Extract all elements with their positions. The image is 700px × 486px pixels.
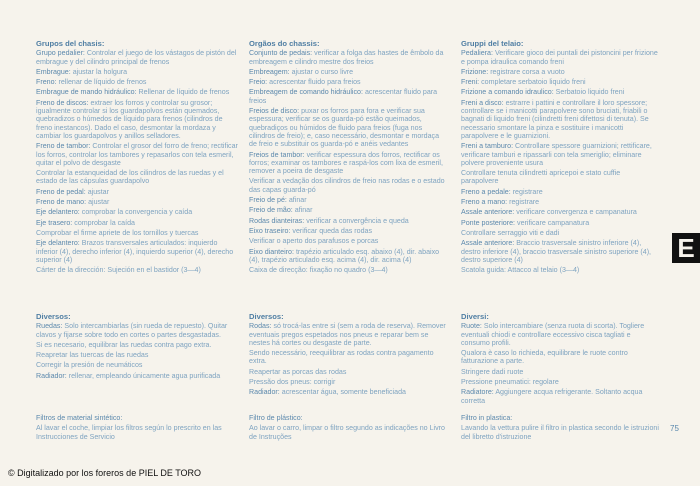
list-item xyxy=(461,424,659,441)
item-text: Controllare tenuta cilindretti apricepoi e stato cuffie parapolvere xyxy=(461,169,621,186)
item-label: Pedaliera: xyxy=(461,49,493,58)
item-label: Freno de discos: xyxy=(36,98,89,107)
list-item xyxy=(36,208,240,216)
list-item xyxy=(249,248,447,265)
list-item xyxy=(36,266,240,274)
list-item xyxy=(461,68,659,76)
item-text: Reapertar as porcas das rodas xyxy=(249,367,347,376)
list-item xyxy=(249,68,447,76)
item-label: Frizione: xyxy=(461,67,489,76)
item-text: rellenar de líquido de frenos xyxy=(58,78,147,87)
item-label: Freno a mano: xyxy=(461,198,508,207)
item-text: Solo intercambiare (senza ruota di scorta). Togliere eventuali chiodi e controllare eccessivo cisca tagliati e consumo profili. xyxy=(461,322,645,347)
list-item xyxy=(461,188,659,196)
item-label: Frizione a comando idraulico: xyxy=(461,88,554,97)
item-label: Radiador: xyxy=(36,371,67,380)
item-text: completare serbatoio liquido freni xyxy=(481,78,586,87)
list-item xyxy=(36,229,240,237)
item-label: Freno: xyxy=(36,78,57,87)
list-item xyxy=(249,322,447,347)
section-title: Diversos: xyxy=(36,312,71,321)
list-item xyxy=(36,198,240,206)
item-text: Si es necesario, equilibrar las ruedas contra pago extra. xyxy=(36,340,212,349)
list-item xyxy=(36,99,240,140)
list-item xyxy=(461,49,659,66)
list-item xyxy=(249,349,447,366)
item-text: afinar xyxy=(294,206,313,215)
item-text: registrare corsa a vuoto xyxy=(490,67,565,76)
item-label: Embreagem: xyxy=(249,67,290,76)
section-title: Gruppi del telaio: xyxy=(461,39,524,48)
item-label: Radiatore: xyxy=(461,388,494,397)
item-label: Freio de mão: xyxy=(249,206,293,215)
list-item xyxy=(461,88,659,96)
list-item xyxy=(36,68,240,76)
item-text: Controllare spessore guarnizioni; rettificare, verificare tamburi e ripassarli con tela smeriglio; eliminare polvere proveniente usura xyxy=(461,142,652,167)
list-item xyxy=(36,239,240,264)
list-item xyxy=(249,206,447,214)
list-item xyxy=(36,169,240,186)
list-item xyxy=(36,351,240,359)
section xyxy=(36,414,240,443)
item-label: Eixo dianteiro: xyxy=(249,247,294,256)
section-title: Grupos del chasis: xyxy=(36,39,105,48)
item-text: Comprobar el firme apriete de los tornillos y tuercas xyxy=(36,228,199,237)
list-item xyxy=(461,266,659,274)
list-item xyxy=(461,239,659,264)
item-label: Freios de disco: xyxy=(249,107,300,116)
item-label: Rodas dianteiras: xyxy=(249,216,305,225)
section xyxy=(36,40,240,276)
item-label: Freno de tambor: xyxy=(36,142,91,151)
list-item xyxy=(249,378,447,386)
item-text: verificare campanatura xyxy=(517,218,590,227)
item-label: Freno de mano: xyxy=(36,198,87,207)
list-item xyxy=(249,424,447,441)
item-text: Aggiungere acqua refrigerante. Soltanto acqua corretta xyxy=(461,388,643,405)
list-item xyxy=(249,266,447,274)
item-text: Controlar la estanqueidad de los cilindros de las ruedas y el estado de las cápsulas guardapolvo xyxy=(36,169,224,186)
list-item xyxy=(249,237,447,245)
section xyxy=(249,414,447,443)
list-item xyxy=(36,414,240,422)
item-text: acrescentar fluido para freios xyxy=(269,78,361,87)
item-text: Braccio trasversale sinistro inferiore (4), destro inferiore (4), braccio trasversale sinistro superiore (4), destro superiore (4) xyxy=(461,239,652,264)
item-label: Freni a disco: xyxy=(461,98,504,107)
item-label: Rodas: xyxy=(249,322,272,331)
item-text: Solo intercambiarlas (sin rueda de repuesto). Quitar clavos y fijarse sobre todo en cortes o partes desgastadas. xyxy=(36,322,228,339)
list-item xyxy=(249,414,447,422)
list-item xyxy=(249,78,447,86)
list-item xyxy=(461,388,659,405)
item-text: Verificar a vedação dos cilindros de freio nas rodas e o estado das capas guarda-pó xyxy=(249,177,445,194)
item-text: acrescentar água, somente beneficiada xyxy=(281,388,406,397)
item-text: verificar a folga das hastes de êmbolo da embreagem e cilindro mestre dos freios xyxy=(249,49,444,66)
item-text: afinar xyxy=(288,196,307,205)
language-tab: E xyxy=(672,233,700,263)
item-text: ajustar la holgura xyxy=(72,67,128,76)
list-item xyxy=(249,368,447,376)
footer-credit: © Digitalizado por los foreros de PIEL DE TORO xyxy=(8,468,202,478)
list-item xyxy=(461,349,659,366)
item-text: Reapretar las tuercas de las ruedas xyxy=(36,351,149,360)
item-text: verificar a convergência e queda xyxy=(306,216,409,225)
item-text: registrare xyxy=(509,198,540,207)
list-item xyxy=(461,378,659,386)
list-item xyxy=(249,88,447,105)
list-item xyxy=(461,99,659,140)
item-text: comprobar la caída xyxy=(74,218,135,227)
item-label: Freio de pé: xyxy=(249,196,287,205)
item-label: Eixo traseiro: xyxy=(249,226,291,235)
item-text: Controlar el grosor del forro de freno; rectificar los forros, controlar los tambores y repasarlos con tela esmeril, quitar el polvo de desgaste xyxy=(36,142,238,167)
list-item xyxy=(249,217,447,225)
item-text: ajustar xyxy=(88,198,110,207)
item-label: Eje trasero: xyxy=(36,218,73,227)
item-text: Corregir la presión de neumáticos xyxy=(36,361,143,370)
list-item xyxy=(249,227,447,235)
item-text: Controlar el juego de los vástagos de pistón del embrague y del cilindro principal de frenos xyxy=(36,49,237,66)
list-item xyxy=(249,388,447,396)
item-text: Brazos transversales articulados: inquierdo inferior (4), derecho inferior (4), inquierdo superior (4), derecho superior (4) xyxy=(36,239,234,264)
page-number: 75 xyxy=(670,424,679,433)
list-item xyxy=(249,107,447,148)
list-item xyxy=(36,322,240,339)
item-label: Freni a tamburo: xyxy=(461,142,514,151)
item-label: Filtro in plastica: xyxy=(461,414,513,422)
item-label: Ponte posteriore: xyxy=(461,218,516,227)
item-label: Eje delantero: xyxy=(36,239,80,248)
item-text: Pressione pneumatici: regolare xyxy=(461,378,559,387)
list-item xyxy=(36,88,240,96)
item-label: Freno de pedal: xyxy=(36,187,86,196)
list-item xyxy=(36,372,240,380)
list-item xyxy=(36,142,240,167)
list-item xyxy=(249,177,447,194)
item-text: Ao lavar o carro, limpar o filtro segundo as indicações no Livro de Instruções xyxy=(249,424,445,441)
item-label: Freio: xyxy=(249,78,268,87)
list-item xyxy=(36,188,240,196)
item-text: Rellenar de líquido de frenos xyxy=(138,88,230,97)
item-text: verificare convergenza e campanatura xyxy=(516,208,637,217)
list-item xyxy=(461,169,659,186)
item-text: Cárter de la dirección: Sujeción en el bastidor (3—4) xyxy=(36,266,201,275)
list-item xyxy=(249,151,447,176)
item-text: Sendo necessário, reequilibrar as rodas contra pagamento extra. xyxy=(249,349,434,366)
item-label: Radiador: xyxy=(249,388,280,397)
item-text: Stringere dadi ruote xyxy=(461,367,524,376)
item-label: Filtros de material sintético: xyxy=(36,414,123,422)
item-text: Al lavar el coche, limpiar los filtros según lo prescrito en las Instrucciones de Servicio xyxy=(36,424,222,441)
section xyxy=(461,313,659,407)
section-title: Diversi: xyxy=(461,312,489,321)
item-text: registrare xyxy=(512,187,543,196)
item-label: Freno a pedale: xyxy=(461,187,511,196)
item-text: ajustar o curso livre xyxy=(291,67,354,76)
item-text: verificar queda das rodas xyxy=(292,226,373,235)
list-item xyxy=(461,208,659,216)
item-label: Freni: xyxy=(461,78,480,87)
item-text: Scatola guida: Attacco al telaio (3—4) xyxy=(461,266,580,275)
item-text: Serbatoio liquido freni xyxy=(555,88,625,97)
list-item xyxy=(249,49,447,66)
item-label: Ruedas: xyxy=(36,322,63,331)
item-text: trapézio articulado esq. abaixo (4), dir. abaixo (4), trapézio articulado esq. acima (4), dir. acima (4) xyxy=(249,247,440,264)
item-text: Verificar o aperto dos parafusos e porcas xyxy=(249,237,379,246)
section xyxy=(249,40,447,276)
item-label: Filtro de plástico: xyxy=(249,414,303,422)
item-text: Controllare serraggio viti e dadi xyxy=(461,228,560,237)
list-item xyxy=(36,219,240,227)
list-item xyxy=(461,414,659,422)
list-item xyxy=(461,322,659,347)
item-text: ajustar xyxy=(87,187,109,196)
list-item xyxy=(36,341,240,349)
section xyxy=(36,313,240,382)
item-label: Embrague: xyxy=(36,67,71,76)
section-title: Diversos: xyxy=(249,312,284,321)
item-text: puxar os forros para fora e verificar sua espessura; verificar se os guarda-pó estão queimados, quebradiços ou húmidos de fluido para freios (fuga nos cilindros de freio); e, caso necessário, desmontar e mordaça de freio e substituir os guarda-pó e anéis vedantes xyxy=(249,107,440,149)
list-item xyxy=(461,368,659,376)
item-label: Ruote: xyxy=(461,322,482,331)
item-label: Assale anteriore: xyxy=(461,239,515,248)
item-text: só trocá-las entre si (sem a roda de reserva). Remover eventuais pregos espetados nos pneus e reparar bem se nestes há cortes ou desgaste de parte. xyxy=(249,322,446,347)
list-item xyxy=(36,78,240,86)
section-title: Orgãos do chassis: xyxy=(249,39,320,48)
list-item xyxy=(461,142,659,167)
item-label: Assale anteriore: xyxy=(461,208,515,217)
item-text: comprobar la convergencia y caída xyxy=(81,208,193,217)
list-item xyxy=(461,78,659,86)
item-text: Pressão dos pneus: corrigir xyxy=(249,378,336,387)
list-item xyxy=(461,229,659,237)
item-text: Qualora è caso lo richieda, equilibrare le ruote contro fatturazione a parte. xyxy=(461,349,628,366)
list-item xyxy=(249,196,447,204)
item-text: Lavando la vettura pulire il filtro in plastica secondo le istruzioni del libretto d'istruzione xyxy=(461,424,659,441)
item-text: estrarre i pattini e controllare il loro spessore; controllare se i manicotti parapolvere sono bruciati, friabili o bagnati di liquido freni (cilindretti freni difettosi di tenuta). Se necessario smontare la pinza e sostituire i manicotti parapolvere e le guarnizioni. xyxy=(461,98,649,140)
item-text: Verificare gioco dei puntali dei pistoncini per frizione e pompa idraulica comando freni xyxy=(461,49,658,66)
list-item xyxy=(36,424,240,441)
item-text: acrescentar fluido para freios xyxy=(249,88,438,105)
item-text: extraer los forros y controlar su grosor; igualmente controlar si los guardapolvos están quemados, quebradizos o húmedos de líquido para frenos (cilindros de freno inestancos). Dado el caso, desmontar la mordaza y cambiar los guardapolvos y anillos selladores. xyxy=(36,98,223,140)
item-label: Grupo pedalier: xyxy=(36,49,85,58)
item-text: rellenar, empleando únicamente agua purificada xyxy=(68,371,221,380)
item-label: Embreagem de comando hidráulico: xyxy=(249,88,363,97)
list-item xyxy=(36,361,240,369)
list-item xyxy=(461,219,659,227)
item-text: Caixa de direcção: fixação no quadro (3—4) xyxy=(249,266,388,275)
item-text: verificar espessura dos forros, rectificar os forros; examinar os tambores e raspá-los com lixa de esmeril, remover a poeira de desgaste xyxy=(249,150,443,176)
list-item xyxy=(461,198,659,206)
section xyxy=(461,40,659,276)
section xyxy=(249,313,447,399)
item-label: Embrague de mando hidráulico: xyxy=(36,88,137,97)
item-label: Eje delantero: xyxy=(36,208,80,217)
list-item xyxy=(36,49,240,66)
item-label: Freios de tambor: xyxy=(249,150,305,159)
item-label: Conjunto de pedais: xyxy=(249,49,313,58)
section xyxy=(461,414,659,443)
